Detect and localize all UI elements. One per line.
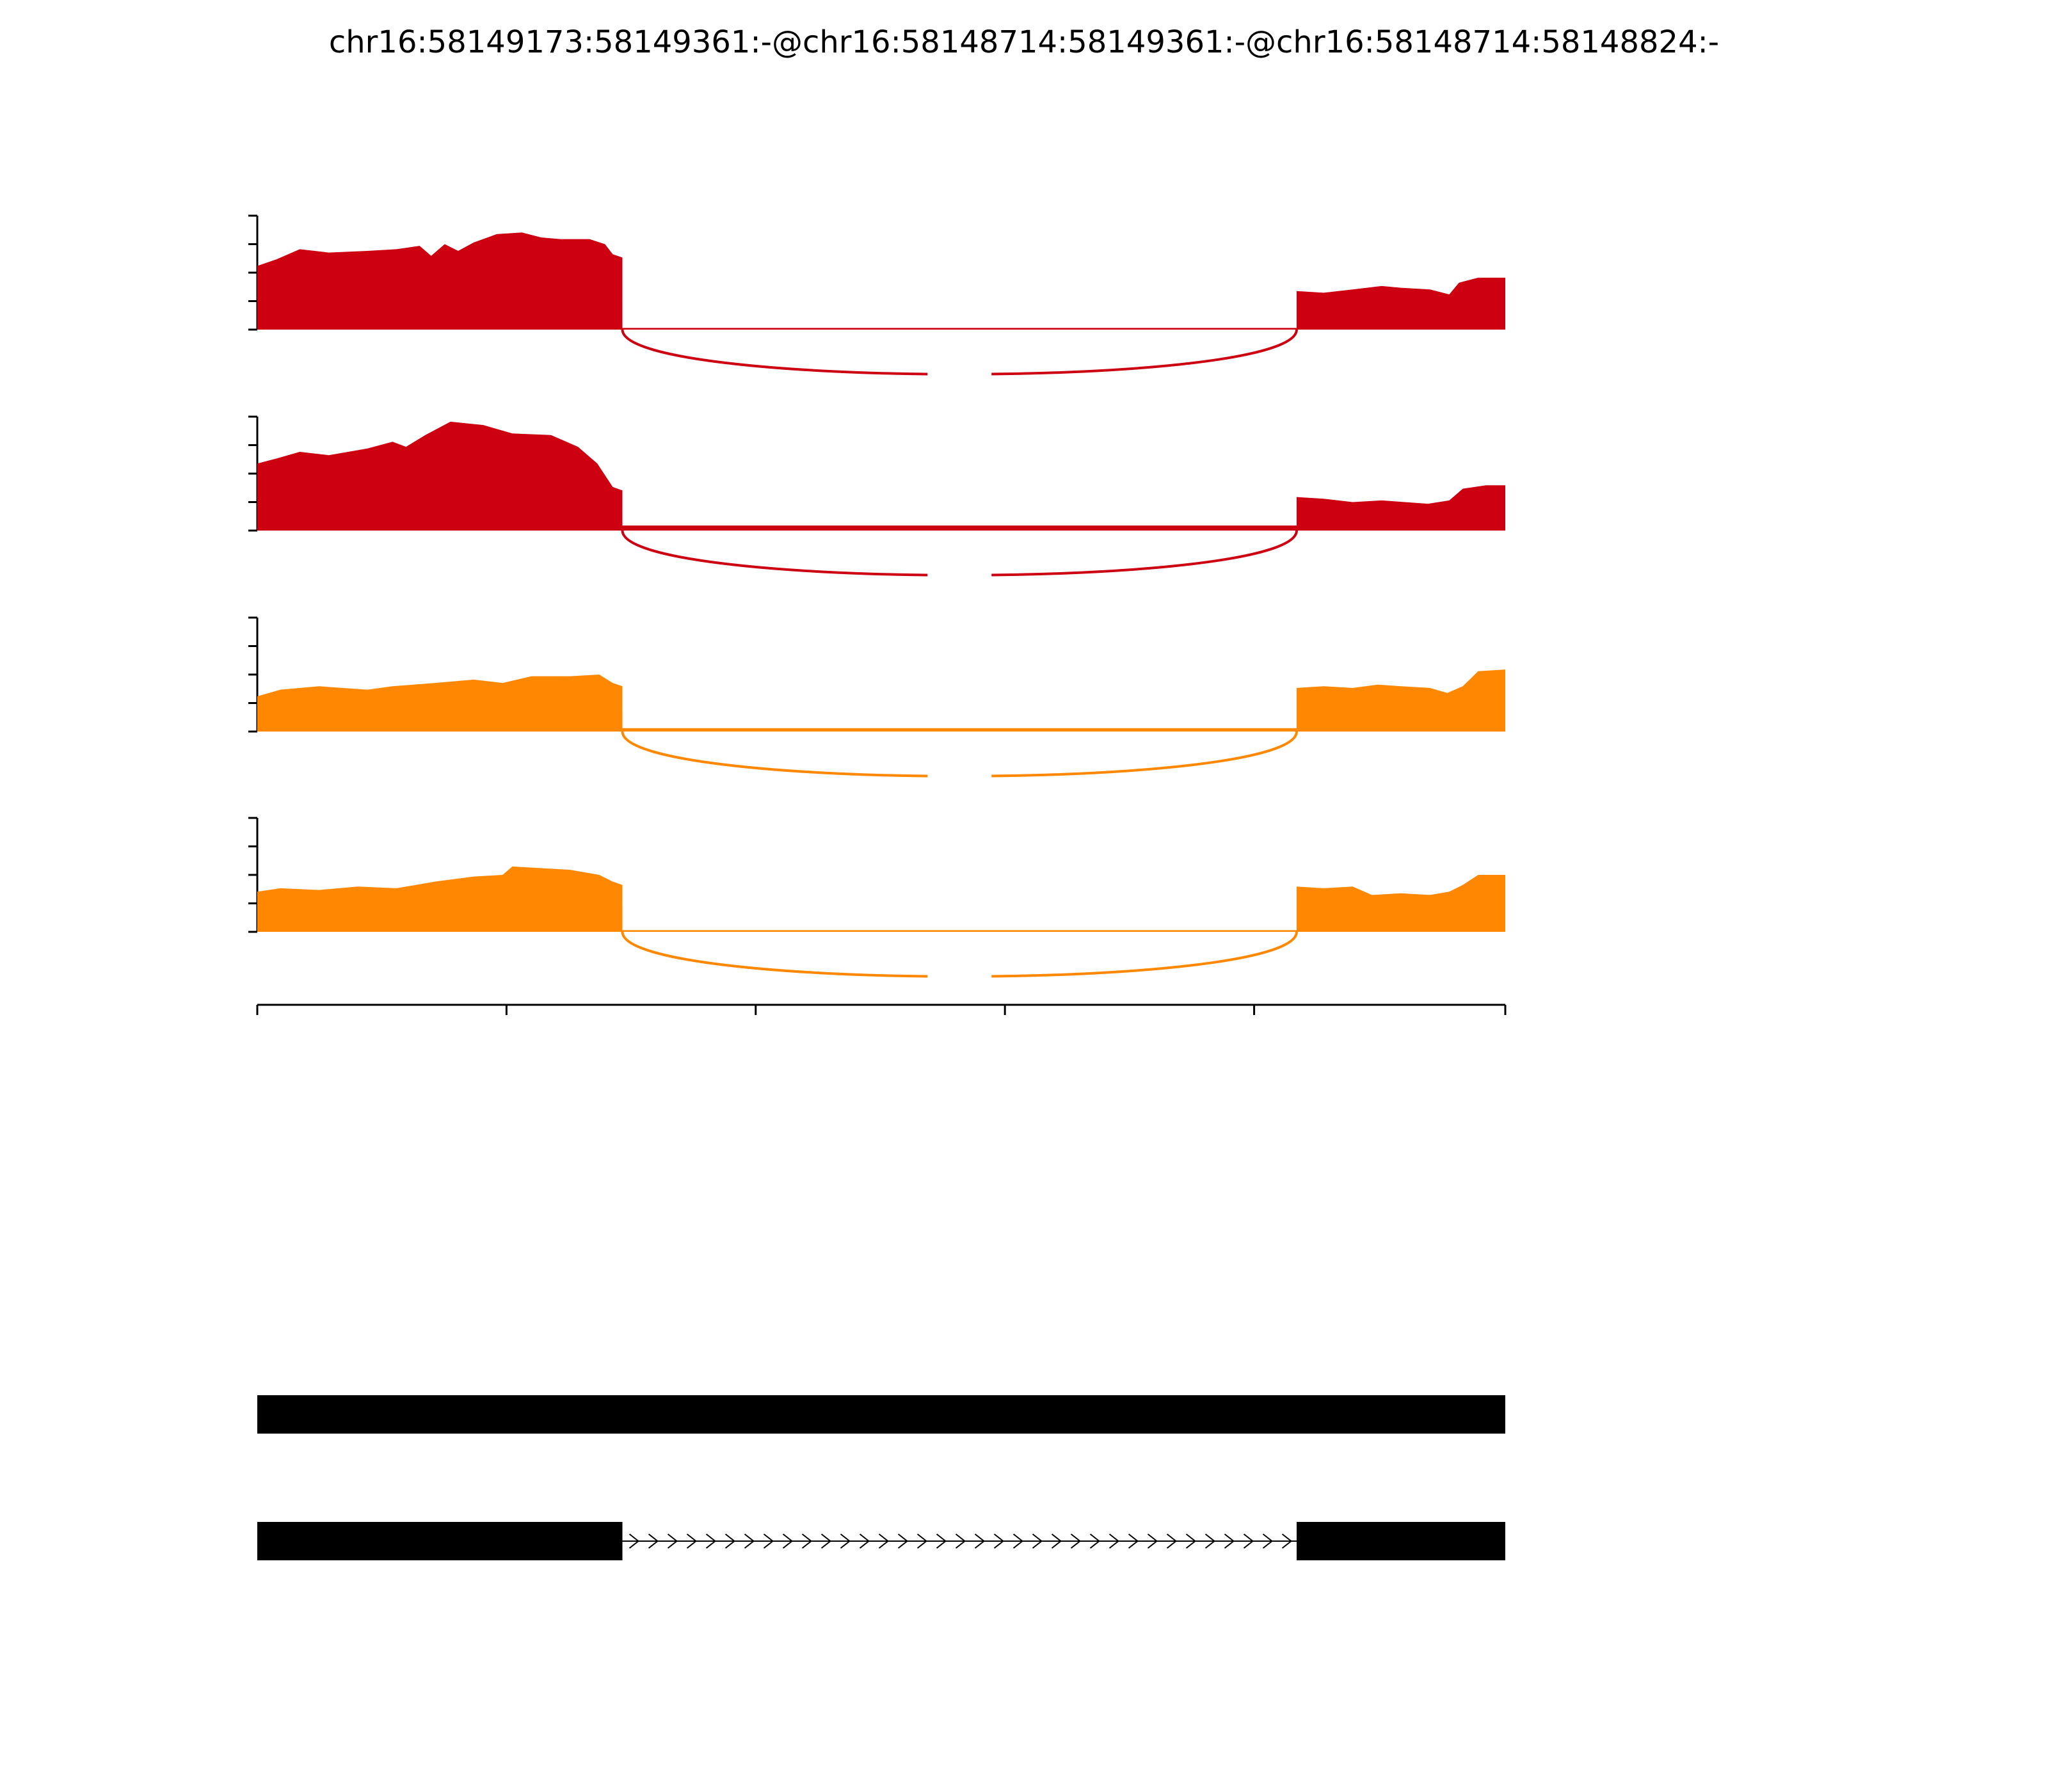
- isoform-inclusion: [257, 1395, 1505, 1434]
- exon2-coverage: [1297, 875, 1505, 932]
- junction-label-bg: [927, 764, 991, 789]
- exon-block: [257, 1522, 623, 1560]
- figure-title: chr16:58149173:58149361:-@chr16:58148714:58149361:-@chr16:58148714:58148824:-: [328, 24, 1720, 60]
- junction-label-bg: [927, 362, 991, 387]
- exon1-coverage: [257, 422, 623, 531]
- coverage-panels: [248, 216, 1505, 989]
- gene-models: [257, 1395, 1505, 1560]
- exon2-coverage: [1297, 278, 1505, 330]
- coverage-panel: [248, 216, 1505, 387]
- isoform-skipping: [257, 1522, 1505, 1560]
- exon2-coverage: [1297, 485, 1505, 531]
- x-axis: [257, 1005, 1505, 1015]
- junction-label-bg: [927, 964, 991, 989]
- exon-block: [1297, 1522, 1505, 1560]
- exon-block: [257, 1395, 1505, 1434]
- exon2-coverage: [1297, 669, 1505, 732]
- intron-coverage: [623, 930, 1297, 932]
- coverage-panel: [248, 618, 1505, 789]
- exon1-coverage: [257, 675, 623, 732]
- coverage-panel: [248, 818, 1505, 989]
- coverage-panel: [248, 417, 1505, 588]
- intron-coverage: [623, 328, 1297, 330]
- intron-coverage: [623, 728, 1297, 732]
- intron-coverage: [623, 525, 1297, 531]
- junction-label-bg: [927, 563, 991, 588]
- exon1-coverage: [257, 232, 623, 330]
- exon1-coverage: [257, 867, 623, 932]
